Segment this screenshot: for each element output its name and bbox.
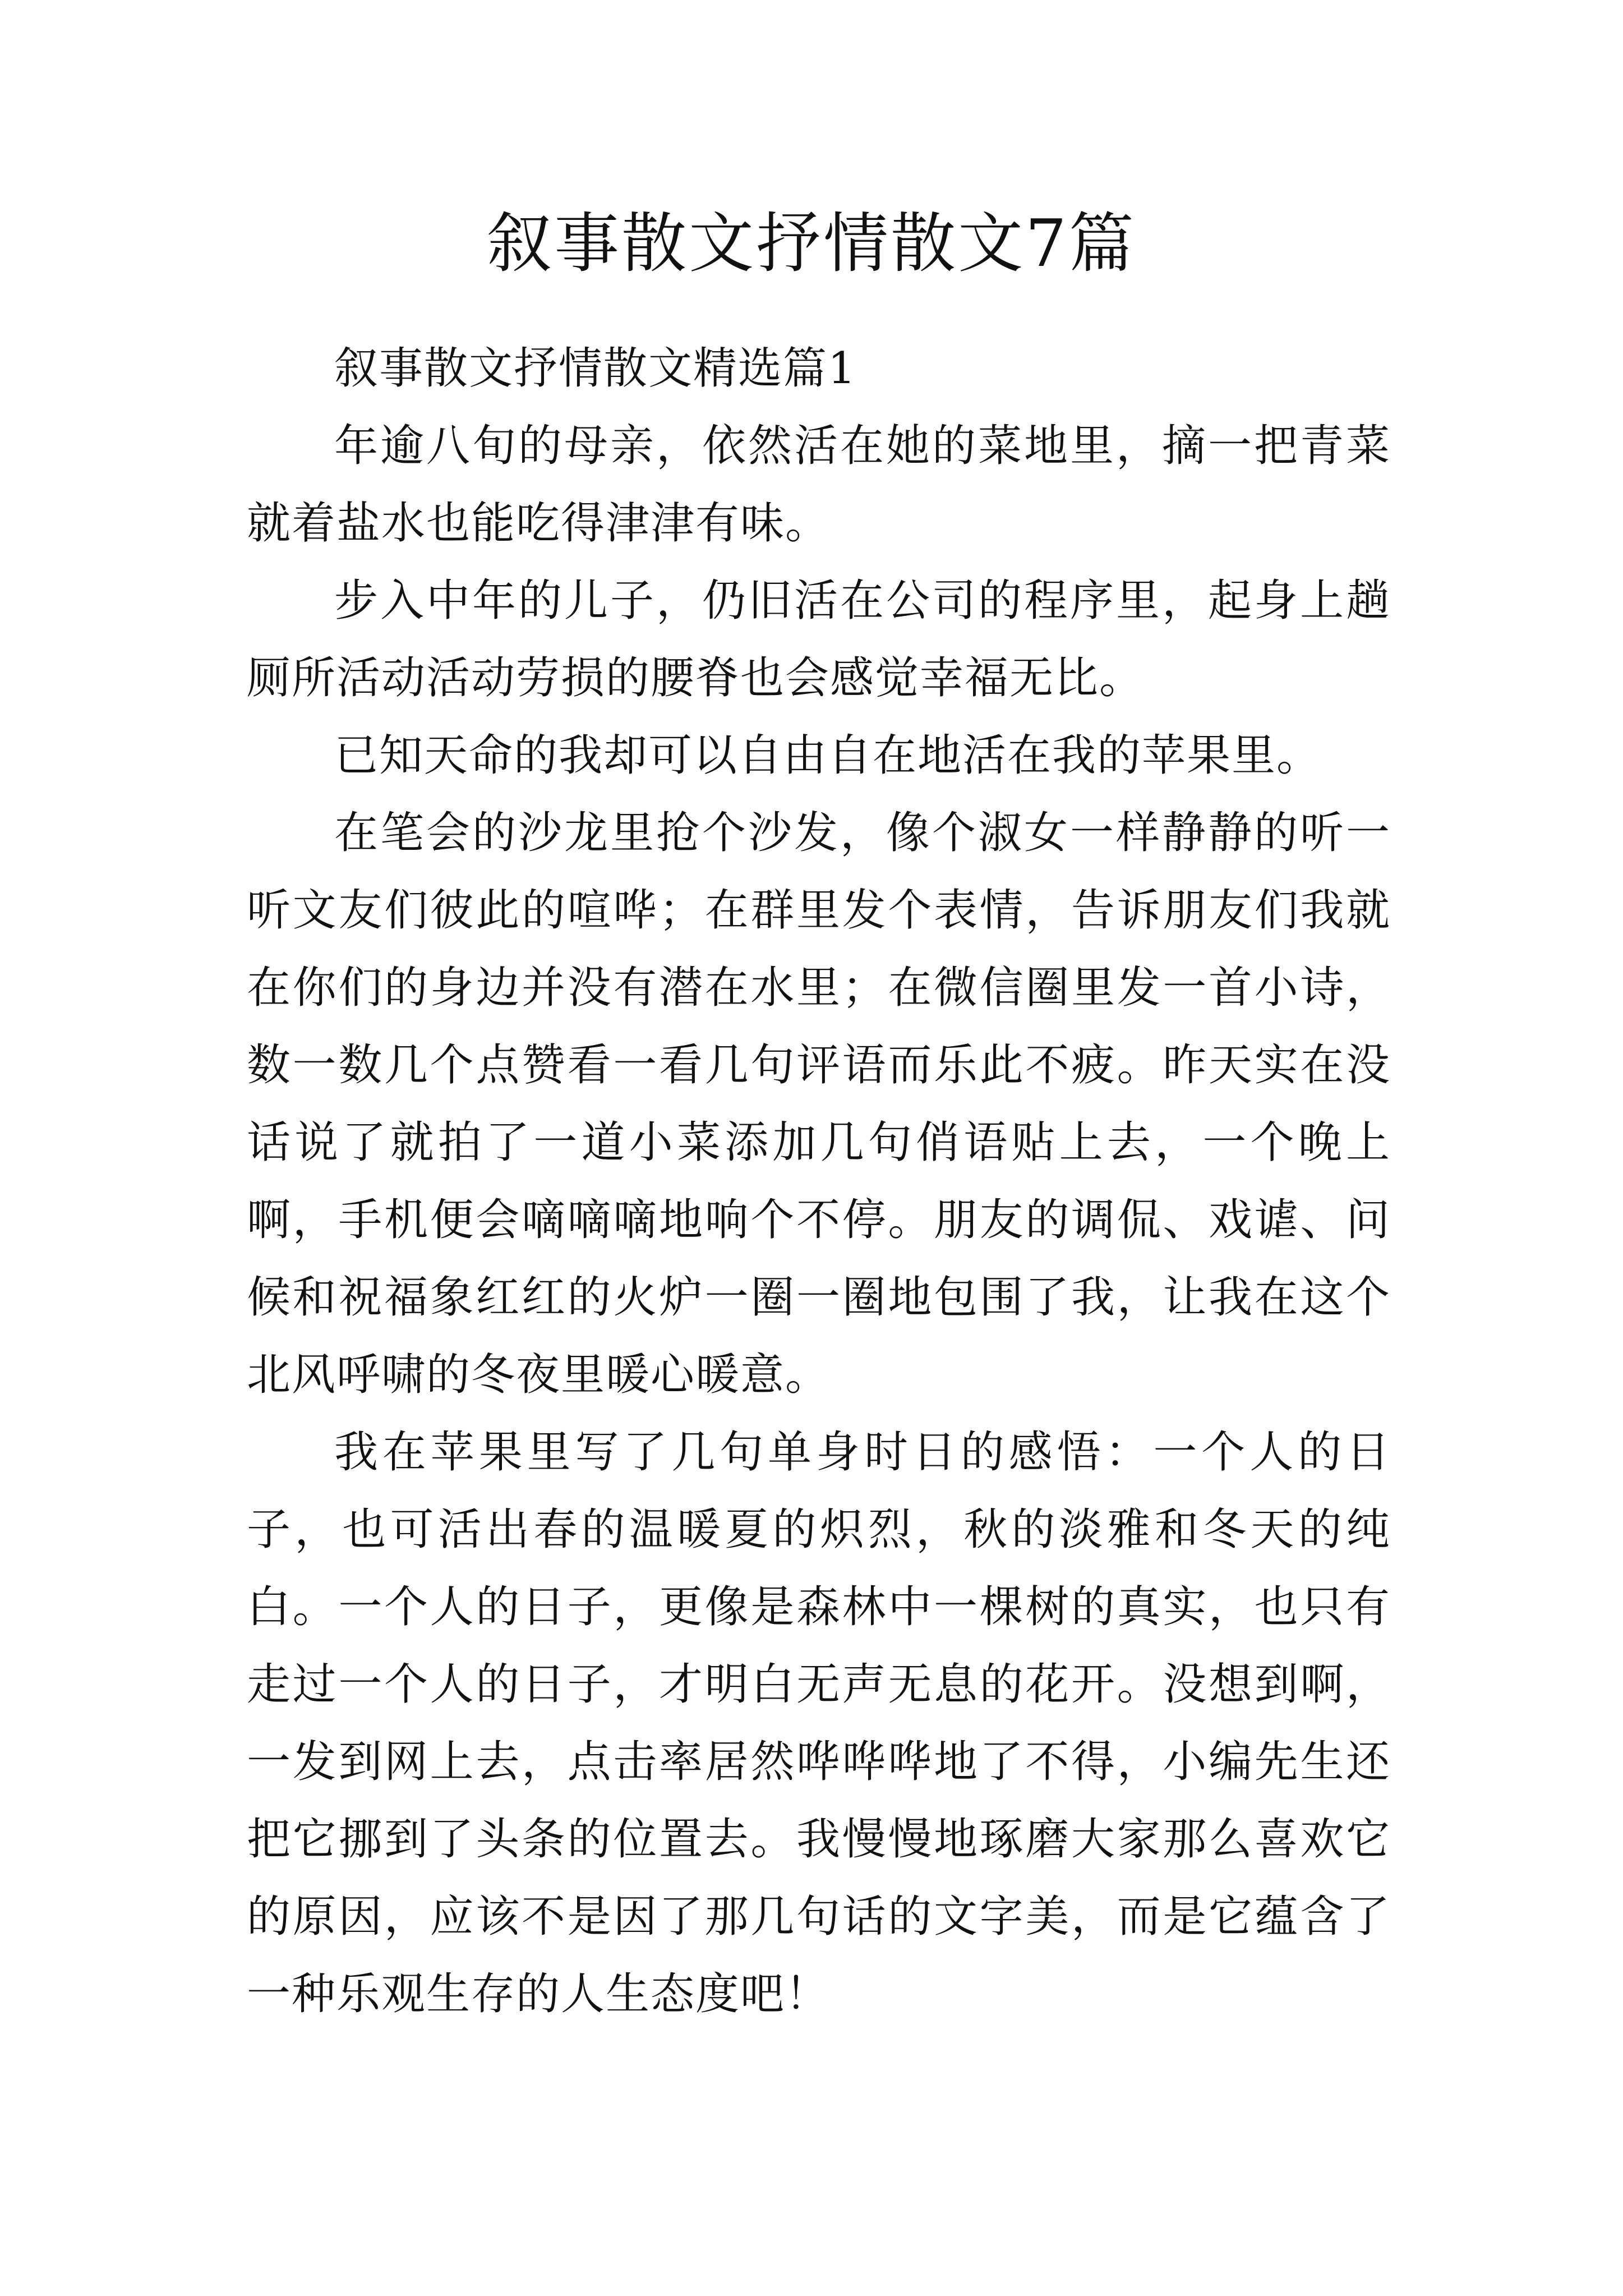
section-heading: 叙事散文抒情散文精选篇1 [334, 343, 857, 394]
document-title: 叙事散文抒情散文7篇 [487, 206, 1136, 282]
paragraph: 步入中年的儿子，仍旧活在公司的程序里，起身上趟厕所活动活动劳损的腰脊也会感觉幸福无比。 [247, 576, 1391, 703]
paragraph: 在笔会的沙龙里抢个沙发，像个淑女一样静静的听一听文友们彼此的喧哗；在群里发个表情，告诉朋友们我就在你们的身边并没有潜在水里；在微信圈里发一首小诗，数一数几个点赞看一看几句评语而乐此不疲。昨天实在没话说了就拍了一道小菜添加几句俏语贴上去，一个晚上啊，手机便会嘀嘀嘀地响个不停。朋友的调侃、戏谑、问候和祝福象红红的火炉一圈一圈地包围了我，让我在这个北风呼啸的冬夜里暖心暖意。 [247, 808, 1391, 1400]
paragraph: 年逾八旬的母亲，依然活在她的菜地里，摘一把青菜就着盐水也能吃得津津有味。 [247, 421, 1391, 549]
document-body [247, 330, 1391, 2033]
paragraph: 已知天命的我却可以自由自在地活在我的苹果里。 [334, 730, 1322, 781]
paragraph: 我在苹果里写了几句单身时日的感悟：一个人的日子，也可活出春的温暖夏的炽烈，秋的淡雅和冬天的纯白。一个人的日子，更像是森林中一棵树的真实，也只有走过一个人的日子，才明白无声无息的花开。没想到啊，一发到网上去，点击率居然哗哗哗地了不得，小编先生还把它挪到了头条的位置去。我慢慢地琢磨大家那么喜欢它的原因，应该不是因了那几句话的文字美，而是它蕴含了一种乐观生存的人生态度吧！ [247, 1427, 1391, 2019]
